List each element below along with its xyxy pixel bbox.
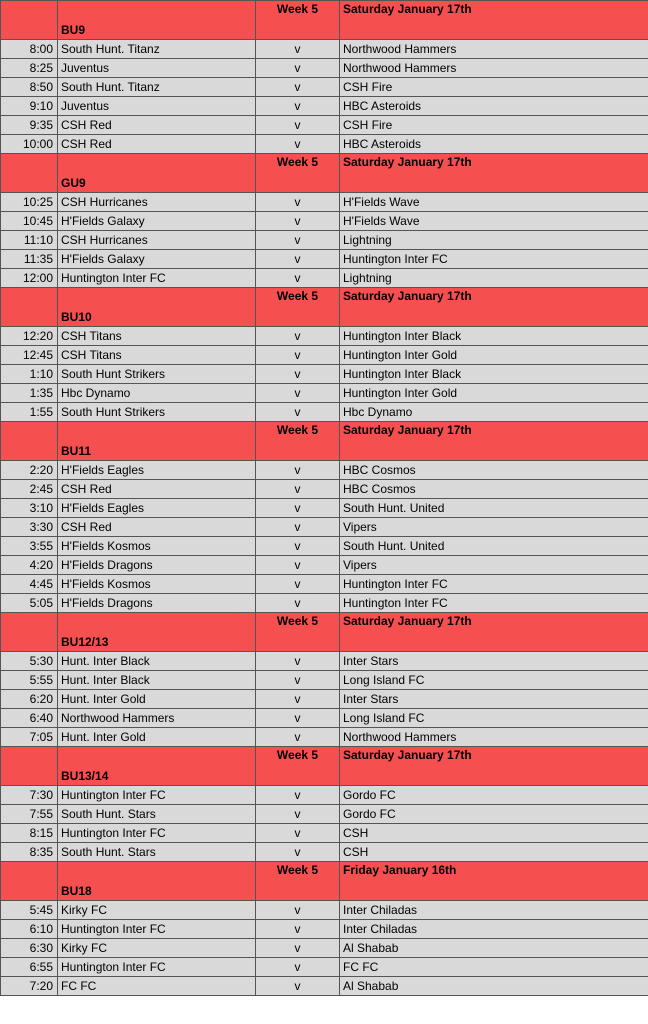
versus-label: v xyxy=(256,212,340,231)
versus-label: v xyxy=(256,901,340,920)
game-row xyxy=(1,671,648,690)
home-team: Hbc Dynamo xyxy=(58,384,256,403)
home-team: South Hunt. Stars xyxy=(58,805,256,824)
home-team: CSH Red xyxy=(58,135,256,154)
division-label: GU9 xyxy=(58,154,256,193)
versus-label: v xyxy=(256,384,340,403)
away-team: Al Shabab xyxy=(340,977,648,996)
division-label: BU18 xyxy=(58,862,256,901)
versus-label: v xyxy=(256,843,340,862)
versus-label: v xyxy=(256,652,340,671)
game-row xyxy=(1,59,648,78)
week-label: Week 5 xyxy=(256,862,340,901)
game-row xyxy=(1,327,648,346)
division-header-row xyxy=(1,154,648,193)
game-row xyxy=(1,920,648,939)
week-label: Week 5 xyxy=(256,747,340,786)
away-team: Gordo FC xyxy=(340,786,648,805)
header-time-cell xyxy=(1,613,58,652)
away-team: Long Island FC xyxy=(340,709,648,728)
game-row xyxy=(1,556,648,575)
week-label: Week 5 xyxy=(256,1,340,40)
division-header-row xyxy=(1,613,648,652)
home-team: CSH Titans xyxy=(58,327,256,346)
away-team: Inter Stars xyxy=(340,690,648,709)
versus-label: v xyxy=(256,116,340,135)
game-row xyxy=(1,709,648,728)
away-team: Hbc Dynamo xyxy=(340,403,648,422)
away-team: Lightning xyxy=(340,269,648,288)
versus-label: v xyxy=(256,97,340,116)
game-row xyxy=(1,346,648,365)
home-team: Huntington Inter FC xyxy=(58,920,256,939)
game-time: 5:30 xyxy=(1,652,58,671)
game-row xyxy=(1,193,648,212)
game-row xyxy=(1,575,648,594)
game-row xyxy=(1,499,648,518)
game-time: 12:45 xyxy=(1,346,58,365)
versus-label: v xyxy=(256,480,340,499)
game-time: 8:25 xyxy=(1,59,58,78)
away-team: Inter Stars xyxy=(340,652,648,671)
week-label: Week 5 xyxy=(256,422,340,461)
versus-label: v xyxy=(256,40,340,59)
versus-label: v xyxy=(256,193,340,212)
division-label: BU12/13 xyxy=(58,613,256,652)
home-team: Northwood Hammers xyxy=(58,709,256,728)
division-label: BU13/14 xyxy=(58,747,256,786)
versus-label: v xyxy=(256,499,340,518)
home-team: Huntington Inter FC xyxy=(58,269,256,288)
versus-label: v xyxy=(256,728,340,747)
home-team: FC FC xyxy=(58,977,256,996)
away-team: Northwood Hammers xyxy=(340,40,648,59)
versus-label: v xyxy=(256,403,340,422)
game-time: 6:30 xyxy=(1,939,58,958)
home-team: H'Fields Dragons xyxy=(58,594,256,613)
away-team: Vipers xyxy=(340,518,648,537)
game-row xyxy=(1,728,648,747)
away-team: H'Fields Wave xyxy=(340,212,648,231)
game-time: 6:55 xyxy=(1,958,58,977)
game-time: 5:45 xyxy=(1,901,58,920)
game-time: 8:50 xyxy=(1,78,58,97)
game-row xyxy=(1,901,648,920)
date-label: Saturday January 17th xyxy=(340,613,648,652)
division-label: BU10 xyxy=(58,288,256,327)
home-team: H'Fields Eagles xyxy=(58,499,256,518)
versus-label: v xyxy=(256,537,340,556)
game-row xyxy=(1,384,648,403)
game-time: 9:10 xyxy=(1,97,58,116)
away-team: H'Fields Wave xyxy=(340,193,648,212)
game-row xyxy=(1,843,648,862)
home-team: Huntington Inter FC xyxy=(58,958,256,977)
game-row xyxy=(1,594,648,613)
away-team: HBC Cosmos xyxy=(340,461,648,480)
versus-label: v xyxy=(256,958,340,977)
away-team: Northwood Hammers xyxy=(340,728,648,747)
game-time: 5:05 xyxy=(1,594,58,613)
game-row xyxy=(1,652,648,671)
date-label: Friday January 16th xyxy=(340,862,648,901)
division-label: BU9 xyxy=(58,1,256,40)
game-time: 6:40 xyxy=(1,709,58,728)
header-time-cell xyxy=(1,862,58,901)
versus-label: v xyxy=(256,575,340,594)
game-time: 1:10 xyxy=(1,365,58,384)
game-row xyxy=(1,518,648,537)
game-time: 11:35 xyxy=(1,250,58,269)
away-team: Gordo FC xyxy=(340,805,648,824)
away-team: Inter Chiladas xyxy=(340,901,648,920)
away-team: HBC Asteroids xyxy=(340,135,648,154)
home-team: H'Fields Kosmos xyxy=(58,575,256,594)
game-row xyxy=(1,977,648,996)
game-row xyxy=(1,212,648,231)
home-team: Hunt. Inter Black xyxy=(58,671,256,690)
game-row xyxy=(1,480,648,499)
game-time: 10:00 xyxy=(1,135,58,154)
game-time: 6:20 xyxy=(1,690,58,709)
date-label: Saturday January 17th xyxy=(340,747,648,786)
away-team: South Hunt. United xyxy=(340,537,648,556)
game-row xyxy=(1,403,648,422)
away-team: CSH Fire xyxy=(340,116,648,135)
home-team: Hunt. Inter Gold xyxy=(58,690,256,709)
away-team: Huntington Inter Gold xyxy=(340,346,648,365)
week-label: Week 5 xyxy=(256,613,340,652)
game-time: 7:05 xyxy=(1,728,58,747)
game-row xyxy=(1,805,648,824)
game-row xyxy=(1,958,648,977)
game-row xyxy=(1,231,648,250)
away-team: HBC Asteroids xyxy=(340,97,648,116)
game-time: 5:55 xyxy=(1,671,58,690)
versus-label: v xyxy=(256,461,340,480)
game-row xyxy=(1,786,648,805)
home-team: CSH Hurricanes xyxy=(58,231,256,250)
game-time: 7:30 xyxy=(1,786,58,805)
versus-label: v xyxy=(256,805,340,824)
game-time: 1:35 xyxy=(1,384,58,403)
game-row xyxy=(1,78,648,97)
week-label: Week 5 xyxy=(256,288,340,327)
home-team: H'Fields Eagles xyxy=(58,461,256,480)
versus-label: v xyxy=(256,78,340,97)
game-time: 11:10 xyxy=(1,231,58,250)
versus-label: v xyxy=(256,709,340,728)
division-header-row xyxy=(1,422,648,461)
home-team: Hunt. Inter Black xyxy=(58,652,256,671)
versus-label: v xyxy=(256,824,340,843)
versus-label: v xyxy=(256,231,340,250)
header-time-cell xyxy=(1,747,58,786)
game-time: 7:55 xyxy=(1,805,58,824)
game-time: 10:45 xyxy=(1,212,58,231)
division-header-row xyxy=(1,288,648,327)
date-label: Saturday January 17th xyxy=(340,422,648,461)
game-row xyxy=(1,824,648,843)
versus-label: v xyxy=(256,59,340,78)
division-label: BU11 xyxy=(58,422,256,461)
versus-label: v xyxy=(256,690,340,709)
home-team: CSH Hurricanes xyxy=(58,193,256,212)
away-team: Inter Chiladas xyxy=(340,920,648,939)
game-time: 3:10 xyxy=(1,499,58,518)
header-time-cell xyxy=(1,1,58,40)
game-row xyxy=(1,116,648,135)
game-time: 8:00 xyxy=(1,40,58,59)
game-time: 9:35 xyxy=(1,116,58,135)
versus-label: v xyxy=(256,135,340,154)
header-time-cell xyxy=(1,154,58,193)
away-team: Huntington Inter Gold xyxy=(340,384,648,403)
home-team: South Hunt. Titanz xyxy=(58,78,256,97)
game-time: 12:20 xyxy=(1,327,58,346)
game-row xyxy=(1,135,648,154)
versus-label: v xyxy=(256,556,340,575)
away-team: Vipers xyxy=(340,556,648,575)
game-time: 12:00 xyxy=(1,269,58,288)
home-team: CSH Red xyxy=(58,480,256,499)
game-time: 3:55 xyxy=(1,537,58,556)
date-label: Saturday January 17th xyxy=(340,288,648,327)
away-team: CSH xyxy=(340,843,648,862)
home-team: H'Fields Galaxy xyxy=(58,250,256,269)
game-time: 2:45 xyxy=(1,480,58,499)
game-row xyxy=(1,461,648,480)
game-time: 8:35 xyxy=(1,843,58,862)
game-time: 4:45 xyxy=(1,575,58,594)
game-row xyxy=(1,269,648,288)
game-time: 4:20 xyxy=(1,556,58,575)
versus-label: v xyxy=(256,594,340,613)
home-team: CSH Titans xyxy=(58,346,256,365)
home-team: Huntington Inter FC xyxy=(58,786,256,805)
division-header-row xyxy=(1,862,648,901)
home-team: H'Fields Galaxy xyxy=(58,212,256,231)
away-team: CSH Fire xyxy=(340,78,648,97)
home-team: Juventus xyxy=(58,59,256,78)
versus-label: v xyxy=(256,786,340,805)
game-time: 8:15 xyxy=(1,824,58,843)
game-time: 1:55 xyxy=(1,403,58,422)
header-time-cell xyxy=(1,422,58,461)
home-team: Kirky FC xyxy=(58,939,256,958)
home-team: Kirky FC xyxy=(58,901,256,920)
away-team: Huntington Inter Black xyxy=(340,327,648,346)
versus-label: v xyxy=(256,518,340,537)
away-team: Huntington Inter FC xyxy=(340,594,648,613)
date-label: Saturday January 17th xyxy=(340,154,648,193)
home-team: South Hunt Strikers xyxy=(58,365,256,384)
away-team: Huntington Inter FC xyxy=(340,575,648,594)
division-header-row xyxy=(1,1,648,40)
game-time: 2:20 xyxy=(1,461,58,480)
versus-label: v xyxy=(256,939,340,958)
versus-label: v xyxy=(256,977,340,996)
home-team: Hunt. Inter Gold xyxy=(58,728,256,747)
game-row xyxy=(1,250,648,269)
game-time: 10:25 xyxy=(1,193,58,212)
game-row xyxy=(1,97,648,116)
game-row xyxy=(1,939,648,958)
home-team: Juventus xyxy=(58,97,256,116)
game-row xyxy=(1,40,648,59)
versus-label: v xyxy=(256,250,340,269)
home-team: CSH Red xyxy=(58,116,256,135)
away-team: Al Shabab xyxy=(340,939,648,958)
away-team: Lightning xyxy=(340,231,648,250)
away-team: FC FC xyxy=(340,958,648,977)
away-team: HBC Cosmos xyxy=(340,480,648,499)
home-team: H'Fields Kosmos xyxy=(58,537,256,556)
header-time-cell xyxy=(1,288,58,327)
game-time: 7:20 xyxy=(1,977,58,996)
game-row xyxy=(1,537,648,556)
date-label: Saturday January 17th xyxy=(340,1,648,40)
week-label: Week 5 xyxy=(256,154,340,193)
versus-label: v xyxy=(256,920,340,939)
home-team: South Hunt. Titanz xyxy=(58,40,256,59)
game-time: 3:30 xyxy=(1,518,58,537)
home-team: South Hunt. Stars xyxy=(58,843,256,862)
versus-label: v xyxy=(256,327,340,346)
division-header-row xyxy=(1,747,648,786)
game-row xyxy=(1,690,648,709)
away-team: CSH xyxy=(340,824,648,843)
game-time: 6:10 xyxy=(1,920,58,939)
home-team: Huntington Inter FC xyxy=(58,824,256,843)
away-team: Huntington Inter FC xyxy=(340,250,648,269)
game-row xyxy=(1,365,648,384)
away-team: South Hunt. United xyxy=(340,499,648,518)
home-team: H'Fields Dragons xyxy=(58,556,256,575)
versus-label: v xyxy=(256,269,340,288)
away-team: Huntington Inter Black xyxy=(340,365,648,384)
versus-label: v xyxy=(256,671,340,690)
home-team: South Hunt Strikers xyxy=(58,403,256,422)
away-team: Northwood Hammers xyxy=(340,59,648,78)
home-team: CSH Red xyxy=(58,518,256,537)
away-team: Long Island FC xyxy=(340,671,648,690)
versus-label: v xyxy=(256,365,340,384)
versus-label: v xyxy=(256,346,340,365)
